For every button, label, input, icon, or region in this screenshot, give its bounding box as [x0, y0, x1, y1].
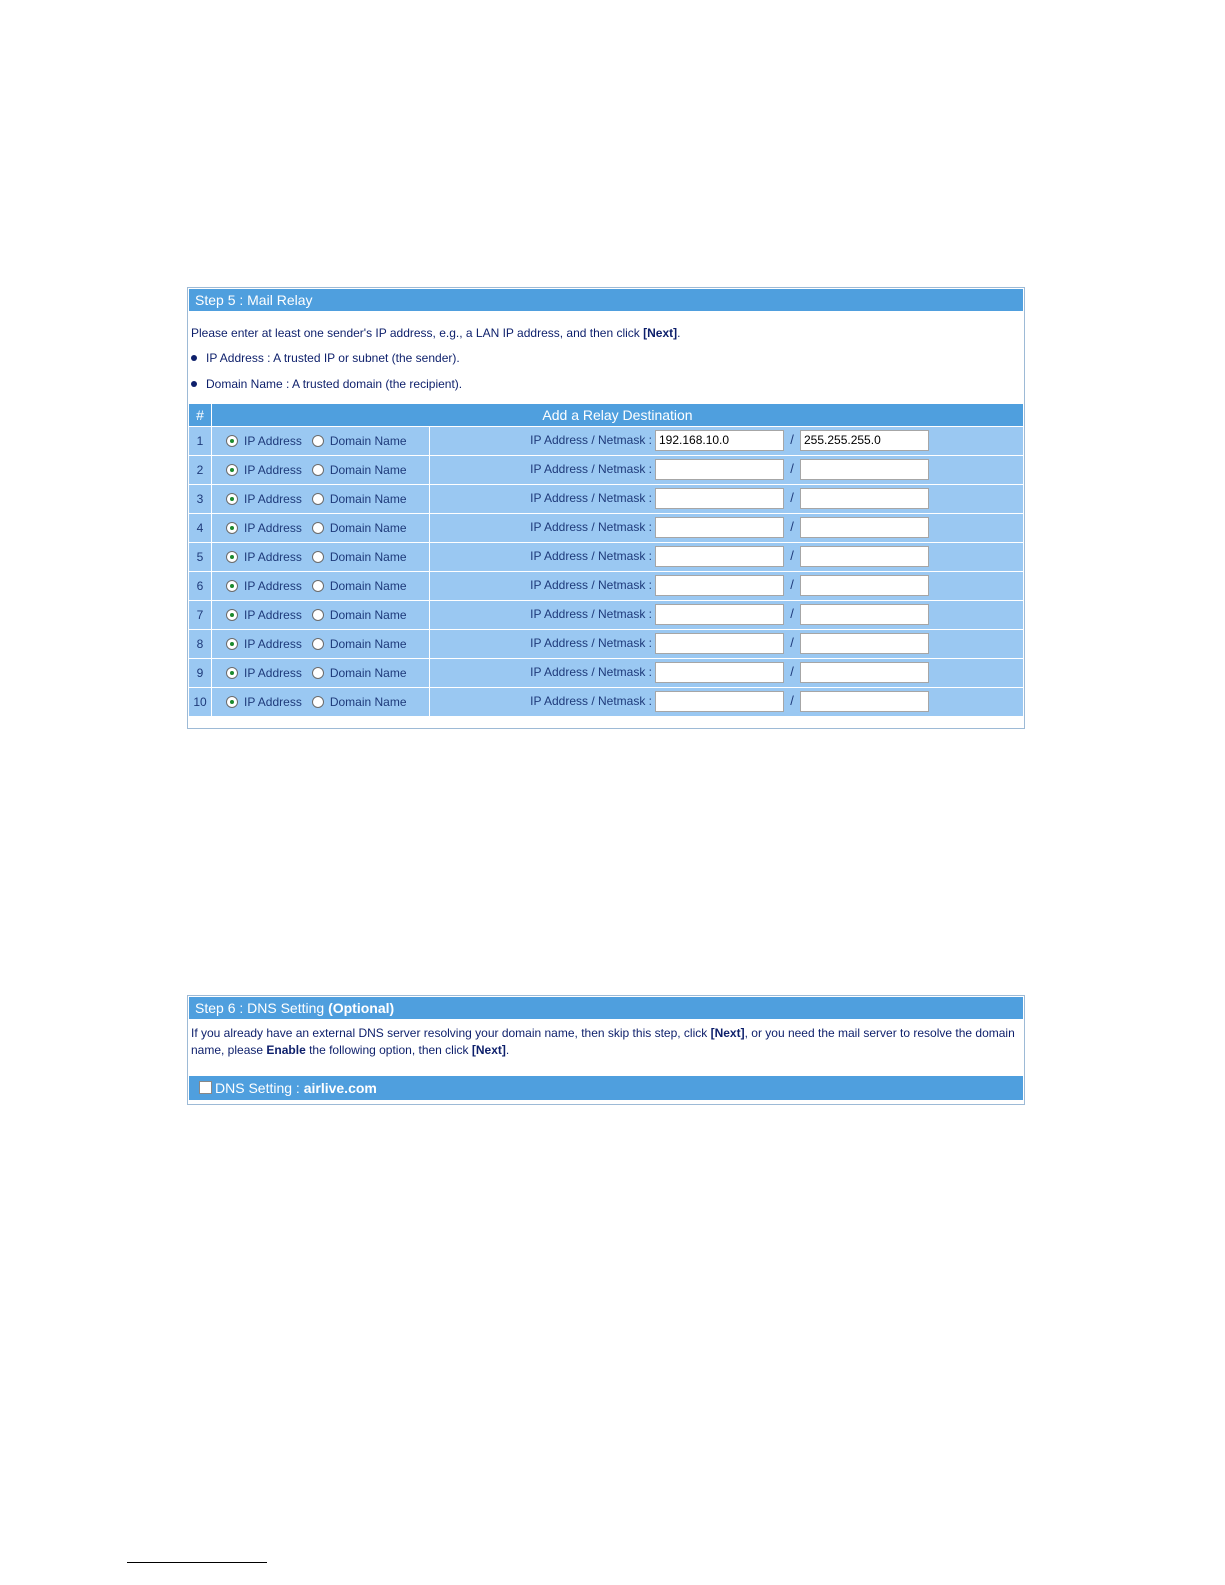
step6-title-optional: (Optional) — [328, 1000, 395, 1016]
row-number: 5 — [189, 543, 211, 571]
ip-address-radio[interactable] — [226, 464, 238, 476]
ip-address-option-label: IP Address — [244, 608, 302, 622]
domain-name-radio[interactable] — [312, 609, 324, 621]
netmask-input[interactable] — [800, 604, 929, 625]
intro-text-d: . — [505, 1043, 510, 1057]
ip-address-option-label: IP Address — [244, 550, 302, 564]
netmask-input[interactable] — [800, 546, 929, 567]
ip-netmask-separator: / — [790, 577, 794, 593]
ip-address-radio[interactable] — [226, 638, 238, 650]
domain-name-radio[interactable] — [312, 464, 324, 476]
relay-type-options — [212, 688, 429, 716]
domain-name-option-label: Domain Name — [329, 666, 407, 680]
domain-name-radio[interactable] — [312, 638, 324, 650]
domain-name-option-label: Domain Name — [329, 579, 407, 593]
ip-address-option-label: IP Address — [244, 579, 302, 593]
domain-name-option[interactable] — [312, 521, 407, 535]
ip-address-input[interactable] — [655, 575, 784, 596]
table-row — [189, 485, 1023, 513]
ip-netmask-separator: / — [790, 519, 794, 535]
ip-address-option[interactable] — [226, 695, 302, 709]
relay-type-options — [212, 572, 429, 600]
domain-name-radio[interactable] — [312, 522, 324, 534]
dns-setting-checkbox[interactable] — [199, 1081, 212, 1094]
domain-name-radio[interactable] — [312, 435, 324, 447]
relay-type-options — [212, 659, 429, 687]
ip-address-radio[interactable] — [226, 522, 238, 534]
ip-address-input[interactable] — [655, 546, 784, 567]
domain-name-option-label: Domain Name — [329, 492, 407, 506]
ip-address-input[interactable] — [655, 604, 784, 625]
ip-netmask-label: IP Address / Netmask : — [530, 433, 652, 448]
ip-address-option-label: IP Address — [244, 521, 302, 535]
relay-type-options — [212, 485, 429, 513]
ip-address-input[interactable] — [655, 488, 784, 509]
bullet-text: IP Address : A trusted IP or subnet (the sender). — [206, 351, 460, 365]
table-row — [189, 514, 1023, 542]
dns-setting-bar — [189, 1076, 1023, 1100]
relay-address-fields — [430, 456, 1023, 484]
table-row — [189, 688, 1023, 716]
ip-address-input[interactable] — [655, 517, 784, 538]
dns-domain: airlive.com — [303, 1080, 377, 1096]
netmask-input[interactable] — [800, 488, 929, 509]
relay-address-fields — [430, 485, 1023, 513]
ip-address-option[interactable] — [226, 521, 302, 535]
step6-intro — [188, 1020, 1024, 1076]
ip-address-radio[interactable] — [226, 551, 238, 563]
ip-netmask-label: IP Address / Netmask : — [530, 578, 652, 593]
ip-netmask-label: IP Address / Netmask : — [530, 665, 652, 680]
domain-name-option[interactable] — [312, 550, 407, 564]
relay-type-options — [212, 630, 429, 658]
ip-address-option[interactable] — [226, 579, 302, 593]
table-row — [189, 456, 1023, 484]
relay-address-fields — [430, 572, 1023, 600]
relay-address-fields — [430, 659, 1023, 687]
ip-address-option[interactable] — [226, 492, 302, 506]
ip-address-option-label: IP Address — [244, 666, 302, 680]
relay-type-options — [212, 456, 429, 484]
mail-relay-panel — [187, 287, 1025, 729]
step6-title — [189, 997, 1023, 1019]
netmask-input[interactable]: 255.255.255.0 — [800, 430, 929, 451]
ip-address-option[interactable] — [226, 608, 302, 622]
ip-address-option[interactable] — [226, 434, 302, 448]
row-number: 2 — [189, 456, 211, 484]
row-number: 7 — [189, 601, 211, 629]
ip-netmask-label: IP Address / Netmask : — [530, 607, 652, 622]
ip-address-option[interactable] — [226, 550, 302, 564]
ip-netmask-separator: / — [790, 490, 794, 506]
ip-address-option-label: IP Address — [244, 463, 302, 477]
ip-address-radio[interactable] — [226, 435, 238, 447]
netmask-input[interactable] — [800, 575, 929, 596]
relay-destination-table — [188, 403, 1024, 717]
column-header-num: # — [189, 404, 211, 426]
table-row — [189, 427, 1023, 455]
netmask-input[interactable] — [800, 662, 929, 683]
ip-netmask-label: IP Address / Netmask : — [530, 549, 652, 564]
netmask-input[interactable] — [800, 517, 929, 538]
relay-address-fields — [430, 427, 1023, 455]
ip-netmask-label: IP Address / Netmask : — [530, 520, 652, 535]
ip-address-option-label: IP Address — [244, 434, 302, 448]
row-number: 10 — [189, 688, 211, 716]
relay-address-fields — [430, 688, 1023, 716]
row-number: 6 — [189, 572, 211, 600]
netmask-input[interactable] — [800, 633, 929, 654]
intro-text-b: , or you need the mail server to resolve the domain name, please — [191, 1026, 1015, 1057]
ip-address-option[interactable] — [226, 463, 302, 477]
ip-address-input[interactable] — [655, 691, 784, 712]
relay-address-fields — [430, 601, 1023, 629]
dns-setting-panel — [187, 995, 1025, 1105]
bullet-icon — [191, 381, 197, 387]
step6-title-text: Step 6 : DNS Setting — [195, 1000, 329, 1016]
ip-netmask-separator: / — [790, 548, 794, 564]
domain-name-option[interactable] — [312, 492, 407, 506]
relay-type-options — [212, 543, 429, 571]
table-row — [189, 659, 1023, 687]
domain-name-option-label: Domain Name — [329, 695, 407, 709]
row-number: 8 — [189, 630, 211, 658]
row-number: 1 — [189, 427, 211, 455]
domain-name-option[interactable] — [312, 579, 407, 593]
domain-name-radio[interactable] — [312, 580, 324, 592]
bullet-domain-name — [191, 377, 462, 391]
table-row — [189, 601, 1023, 629]
ip-address-radio[interactable] — [226, 580, 238, 592]
ip-address-radio[interactable] — [226, 696, 238, 708]
intro-text-c: the following option, then click — [305, 1043, 472, 1057]
ip-address-input[interactable] — [655, 633, 784, 654]
netmask-input[interactable] — [800, 459, 929, 480]
domain-name-option-label: Domain Name — [329, 608, 407, 622]
ip-address-option-label: IP Address — [244, 695, 302, 709]
ip-address-option-label: IP Address — [244, 637, 302, 651]
ip-netmask-separator: / — [790, 664, 794, 680]
relay-type-options — [212, 514, 429, 542]
domain-name-option[interactable] — [312, 463, 407, 477]
ip-netmask-separator: / — [790, 635, 794, 651]
intro-text-a: If you already have an external DNS server resolving your domain name, then skip this step, click — [191, 1026, 711, 1040]
domain-name-option-label: Domain Name — [329, 637, 407, 651]
intro-enable: Enable — [266, 1043, 306, 1057]
instruction-next: [Next] — [643, 326, 678, 340]
row-number: 9 — [189, 659, 211, 687]
domain-name-option[interactable] — [312, 637, 407, 651]
column-header-title: Add a Relay Destination — [212, 404, 1023, 426]
ip-netmask-separator: / — [790, 693, 794, 709]
ip-address-option[interactable] — [226, 666, 302, 680]
domain-name-option[interactable] — [312, 695, 407, 709]
intro-next-2: [Next] — [471, 1043, 506, 1057]
relay-address-fields — [430, 543, 1023, 571]
footnote-separator — [127, 1562, 267, 1563]
domain-name-radio[interactable] — [312, 493, 324, 505]
domain-name-radio[interactable] — [312, 667, 324, 679]
bullet-text: Domain Name : A trusted domain (the recipient). — [206, 377, 463, 391]
instruction-text: Please enter at least one sender's IP address, e.g., a LAN IP address, and then click — [191, 326, 644, 340]
step5-intro — [188, 312, 1024, 395]
table-row — [189, 572, 1023, 600]
ip-address-option-label: IP Address — [244, 492, 302, 506]
ip-address-input[interactable] — [655, 662, 784, 683]
domain-name-radio[interactable] — [312, 551, 324, 563]
dns-setting-label: DNS Setting : — [215, 1080, 304, 1096]
netmask-input[interactable] — [800, 691, 929, 712]
relay-address-fields — [430, 630, 1023, 658]
ip-netmask-label: IP Address / Netmask : — [530, 694, 652, 709]
instruction-end: . — [677, 326, 681, 340]
ip-address-input[interactable] — [655, 459, 784, 480]
ip-address-option[interactable] — [226, 637, 302, 651]
ip-address-radio[interactable] — [226, 609, 238, 621]
ip-address-input[interactable]: 192.168.10.0 — [655, 430, 784, 451]
ip-netmask-separator: / — [790, 432, 794, 448]
step5-instruction — [191, 326, 680, 340]
table-header-row — [189, 404, 1023, 426]
table-row — [189, 543, 1023, 571]
ip-address-radio[interactable] — [226, 493, 238, 505]
domain-name-option-label: Domain Name — [329, 550, 407, 564]
row-number: 4 — [189, 514, 211, 542]
ip-netmask-label: IP Address / Netmask : — [530, 636, 652, 651]
domain-name-radio[interactable] — [312, 696, 324, 708]
bullet-ip-address — [191, 351, 460, 365]
relay-address-fields — [430, 514, 1023, 542]
ip-address-radio[interactable] — [226, 667, 238, 679]
ip-netmask-separator: / — [790, 461, 794, 477]
ip-netmask-label: IP Address / Netmask : — [530, 462, 652, 477]
intro-next-1: [Next] — [710, 1026, 745, 1040]
domain-name-option[interactable] — [312, 434, 407, 448]
ip-netmask-label: IP Address / Netmask : — [530, 491, 652, 506]
table-row — [189, 630, 1023, 658]
relay-type-options — [212, 601, 429, 629]
domain-name-option-label: Domain Name — [329, 463, 407, 477]
ip-netmask-separator: / — [790, 606, 794, 622]
row-number: 3 — [189, 485, 211, 513]
domain-name-option-label: Domain Name — [329, 521, 407, 535]
step5-title: Step 5 : Mail Relay — [189, 289, 1023, 311]
domain-name-option[interactable] — [312, 666, 407, 680]
bullet-icon — [191, 355, 197, 361]
domain-name-option-label: Domain Name — [329, 434, 407, 448]
relay-type-options — [212, 427, 429, 455]
domain-name-option[interactable] — [312, 608, 407, 622]
